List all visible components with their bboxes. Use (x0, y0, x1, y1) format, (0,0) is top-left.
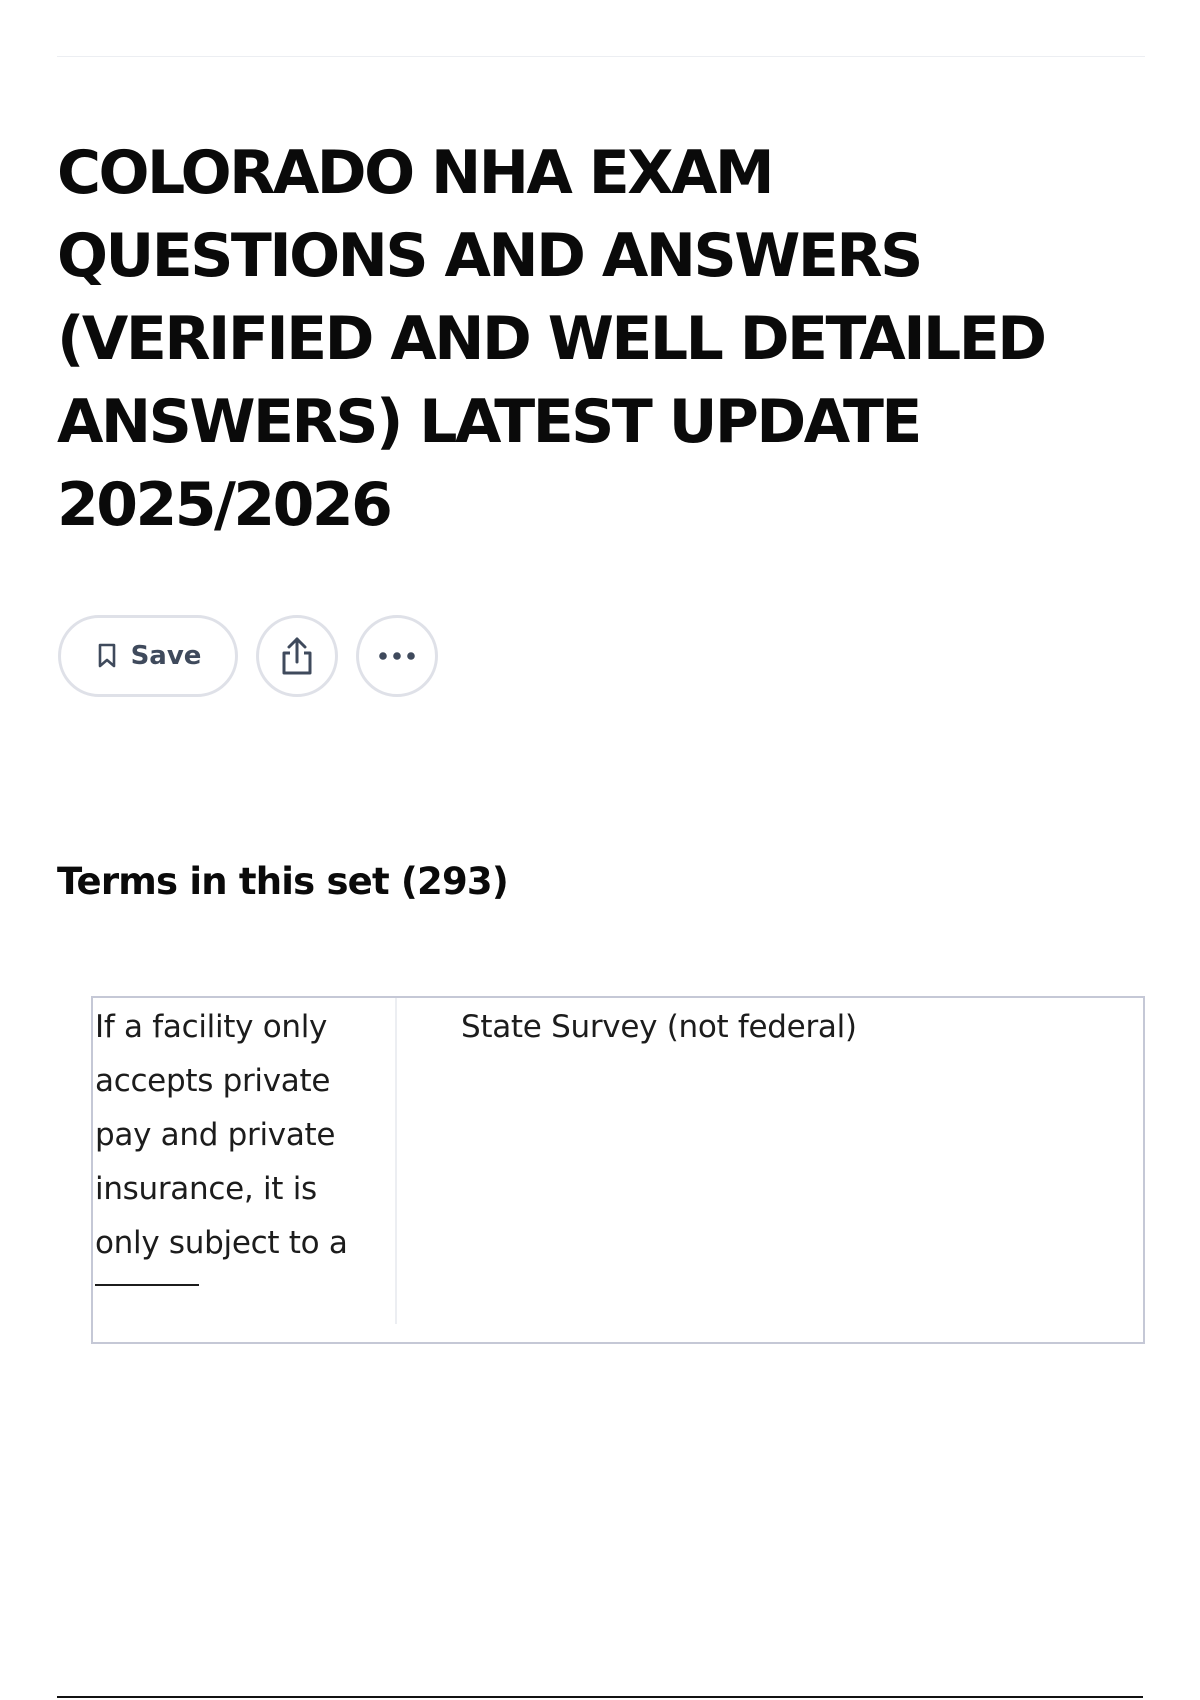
column-divider (395, 998, 397, 1324)
bookmark-icon (97, 643, 117, 669)
term-row[interactable] (93, 998, 1143, 1342)
more-options-icon (377, 651, 417, 661)
bottom-divider (57, 1696, 1143, 1698)
share-icon (279, 635, 315, 677)
term-blank-line (95, 1284, 199, 1286)
share-button[interactable] (256, 615, 338, 697)
more-options-button[interactable] (356, 615, 438, 697)
term-text: If a facility only accepts private pay and private insurance, it is only subject to a (95, 1009, 348, 1261)
page-title: COLORADO NHA EXAM QUESTIONS AND ANSWERS (VERIFIED AND WELL DETAILED ANSWERS) LATEST UPDATE 2025/2026 (57, 138, 1045, 540)
action-bar (58, 615, 438, 697)
terms-heading: Terms in this set (293) (57, 860, 508, 903)
definition-text: State Survey (not federal) (461, 1009, 857, 1045)
save-button-label: Save (130, 641, 202, 671)
top-divider (57, 56, 1145, 57)
terms-table (91, 996, 1145, 1344)
save-button[interactable] (58, 615, 238, 697)
